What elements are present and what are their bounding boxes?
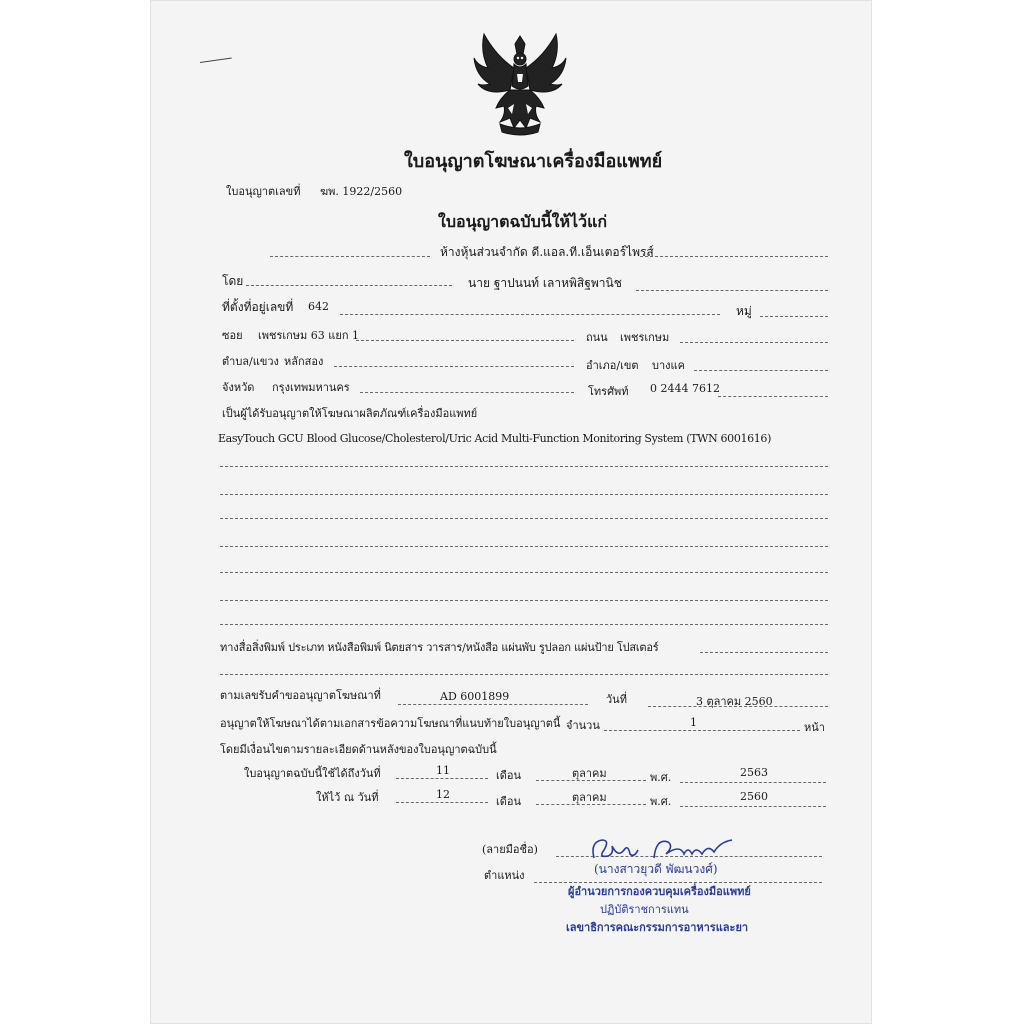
stamp-line-acting: ปฏิบัติราชการแทน xyxy=(600,903,689,916)
dotted-line xyxy=(760,316,828,317)
soi-label: ซอย xyxy=(222,329,243,342)
district-value: บางแค xyxy=(652,359,685,372)
subdistrict-label: ตำบล/แขวง xyxy=(222,355,279,368)
signature-label: (ลายมือชื่อ) xyxy=(482,843,538,856)
dotted-line xyxy=(220,624,828,625)
stamp-line-director: ผู้อำนวยการกองควบคุมเครื่องมือแพทย์ xyxy=(568,885,751,898)
dotted-line xyxy=(536,780,646,781)
moo-label: หมู่ xyxy=(736,304,752,318)
issued-on-year-label: พ.ศ. xyxy=(650,795,672,808)
company-name: ห้างหุ้นส่วนจำกัด ดี.แอล.ที.เอ็นเตอร์ไพรส์ xyxy=(440,245,654,259)
dotted-line xyxy=(536,804,646,805)
dotted-line xyxy=(220,600,828,601)
conditions-text: โดยมีเงื่อนไขตามรายละเอียดด้านหลังของใบอนุญาตฉบับนี้ xyxy=(220,743,497,756)
approval-text: อนุญาตให้โฆษณาได้ตามเอกสารข้อความโฆษณาที่แนบท้ายใบอนุญาตนี้ xyxy=(220,717,561,730)
dotted-line xyxy=(220,572,828,573)
province-label: จังหวัด xyxy=(222,381,255,394)
dotted-line xyxy=(396,778,488,779)
dotted-line xyxy=(356,340,574,341)
valid-until-label: ใบอนุญาตฉบับนี้ใช้ได้ถึงวันที่ xyxy=(244,767,381,780)
road-value: เพชรเกษม xyxy=(620,331,670,344)
valid-until-month-label: เดือน xyxy=(496,769,522,782)
document-title: ใบอนุญาตโฆษณาเครื่องมือแพทย์ xyxy=(404,151,663,172)
valid-until-year-label: พ.ศ. xyxy=(650,771,672,784)
signer-name: (นางสาวยุวดี พัฒนวงศ์) xyxy=(594,862,718,876)
dotted-line xyxy=(220,494,828,495)
subdistrict-value: หลักสอง xyxy=(284,355,324,368)
request-date: 3 ตุลาคม 2560 xyxy=(696,695,773,708)
valid-until-year: 2563 xyxy=(740,766,768,779)
province-value: กรุงเทพมหานคร xyxy=(272,381,350,394)
dotted-line xyxy=(220,518,828,519)
garuda-emblem-icon xyxy=(470,28,570,136)
road-label: ถนน xyxy=(586,331,608,344)
dotted-line xyxy=(360,392,574,393)
dotted-line xyxy=(220,466,828,467)
soi-value: เพชรเกษม 63 แยก 1 xyxy=(258,329,359,342)
dotted-line xyxy=(334,366,574,367)
dotted-line xyxy=(680,342,828,343)
dotted-line xyxy=(220,546,828,547)
issued-on-month: ตุลาคม xyxy=(572,791,607,804)
dotted-line xyxy=(246,285,452,286)
dotted-line xyxy=(700,652,828,653)
media-label: ทางสื่อ xyxy=(220,641,253,654)
phone-value: 0 2444 7612 xyxy=(650,382,720,395)
house-number-label: ที่ตั้งที่อยู่เลขที่ xyxy=(222,300,294,314)
position-label: ตำแหน่ง xyxy=(484,869,525,882)
product-name: EasyTouch GCU Blood Glucose/Cholesterol/Uric Acid Multi-Function Monitoring System (TWN 6001616) xyxy=(218,432,772,445)
phone-label: โทรศัพท์ xyxy=(588,385,629,398)
by-label: โดย xyxy=(222,274,244,288)
approval-unit: หน้า xyxy=(804,721,825,734)
issued-on-year: 2560 xyxy=(740,790,768,803)
product-intro: เป็นผู้ได้รับอนุญาตให้โฆษณาผลิตภัณฑ์เครื่องมือแพทย์ xyxy=(222,407,478,420)
valid-until-day: 11 xyxy=(436,764,450,777)
request-date-label: วันที่ xyxy=(606,693,627,706)
valid-until-month: ตุลาคม xyxy=(572,767,607,780)
granted-to-heading: ใบอนุญาตฉบับนี้ให้ไว้แก่ xyxy=(438,212,608,231)
license-number-label: ใบอนุญาตเลขที่ xyxy=(226,185,301,198)
dotted-line xyxy=(680,782,826,783)
stamp-line-secretary: เลขาธิการคณะกรรมการอาหารและยา xyxy=(566,921,749,934)
license-number-value: ฆพ. 1922/2560 xyxy=(320,185,403,198)
dotted-line xyxy=(220,674,828,675)
issued-on-label: ให้ไว้ ณ วันที่ xyxy=(316,791,379,804)
dotted-line xyxy=(398,704,588,705)
request-label: ตามเลขรับคำขออนุญาตโฆษณาที่ xyxy=(220,689,381,702)
house-number-value: 642 xyxy=(308,300,329,313)
dotted-line xyxy=(648,706,828,707)
media-value: สิ่งพิมพ์ ประเภท หนังสือพิมพ์ นิตยสาร วารสาร/หนังสือ แผ่นพับ รูปลอก แผ่นป้าย โปสเตอร์ xyxy=(252,641,659,654)
dotted-line xyxy=(694,370,828,371)
approval-count-label: จำนวน xyxy=(566,719,600,732)
dotted-line xyxy=(640,256,828,257)
approval-count: 1 xyxy=(690,716,697,729)
dotted-line xyxy=(396,802,488,803)
issued-on-day: 12 xyxy=(436,788,450,801)
dotted-line xyxy=(340,314,720,315)
issued-on-month-label: เดือน xyxy=(496,795,522,808)
dotted-line xyxy=(718,396,828,397)
request-number: AD 6001899 xyxy=(440,690,510,703)
dotted-line xyxy=(270,256,430,257)
dotted-line xyxy=(604,730,800,731)
dotted-line xyxy=(636,290,828,291)
by-value: นาย ฐาปนนท์ เลาหพิสิฐพานิช xyxy=(468,276,622,290)
dotted-line xyxy=(680,806,826,807)
district-label: อำเภอ/เขต xyxy=(586,359,639,372)
